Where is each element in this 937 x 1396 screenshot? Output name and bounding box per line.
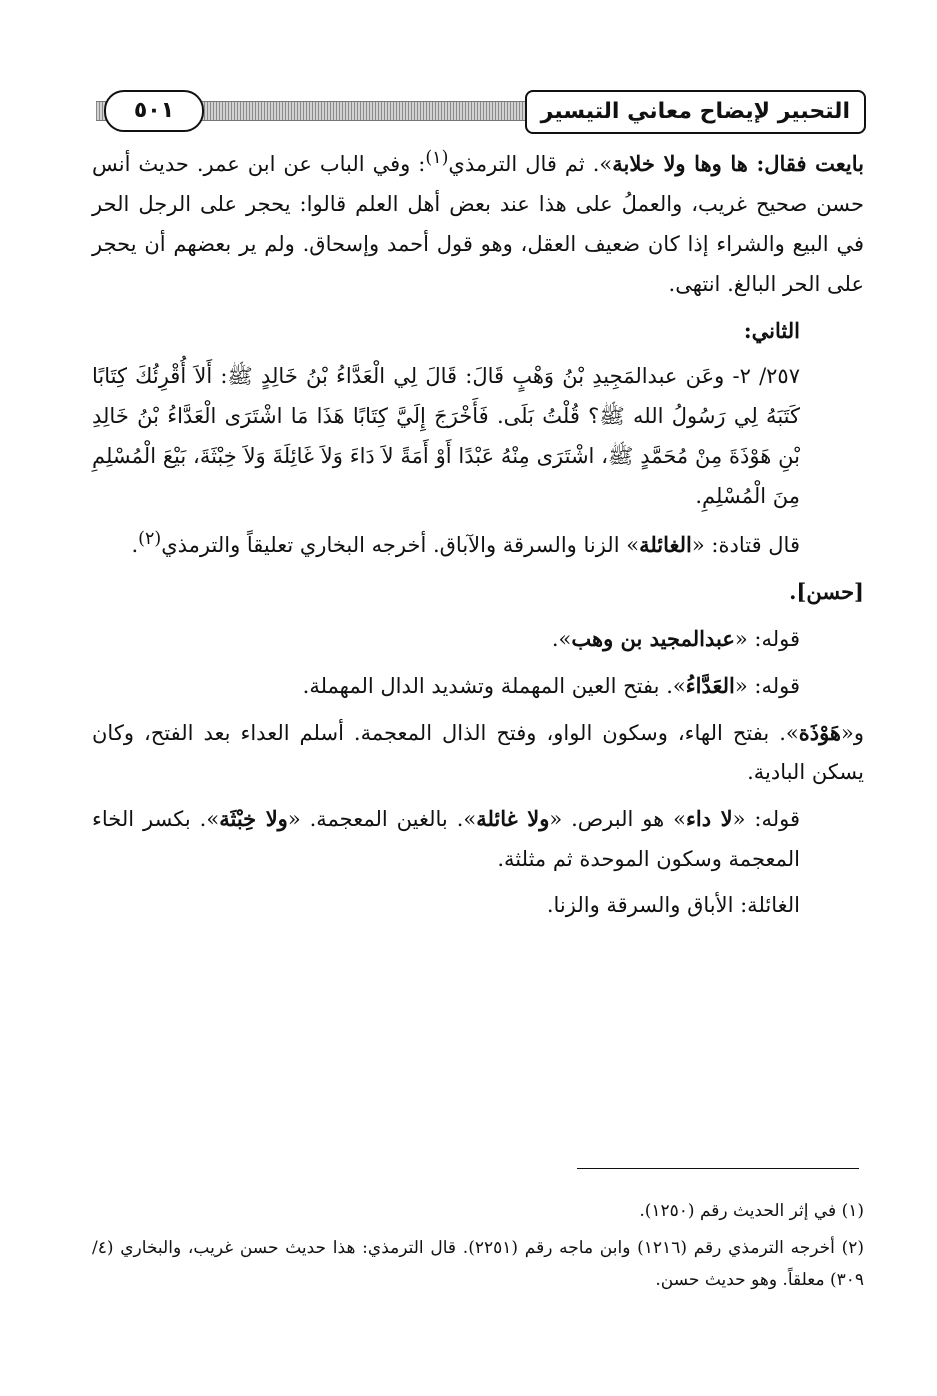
text-span: ». بكسر الخاء المعجمة وسكون الموحدة ثم مثلثة. <box>92 807 800 872</box>
paragraph <box>92 619 864 660</box>
text-span: ». <box>551 626 572 651</box>
footnote-divider <box>577 1168 859 1169</box>
paragraph <box>92 666 864 707</box>
hadith-grade <box>92 572 864 613</box>
text-span: قوله: « <box>732 807 800 832</box>
hadith-body: ٢٥٧/ ٢- وعَن عبدالمَجِيدِ بْنُ وَهْبٍ قَالَ: قَالَ لِي الْعَدَّاءُ بْنُ خَالِدٍ ﷺ: أَلاَ أُقْرِئُكَ كِتَابًا كَتَبَهُ لِي رَسُولُ الله ﷺ؟ قُلْتُ بَلَى. فَأَخْرَجَ إِلَيَّ كِتَابًا هَذَا مَا اشْتَرَى الْعَدَّاءُ بْنُ خَالِدِ بْنِ هَوْذَةَ مِنْ مُحَمَّدٍ ﷺ، اشْتَرَى مِنْهُ عَبْدًا أَوْ أَمَةً لاَ دَاءَ وَلاَ غَائِلَةَ وَلاَ خِبْثَةَ، بَيْعَ الْمُسْلِمِ مِنَ الْمُسْلِمِ. <box>92 364 800 509</box>
footnote-ref: (١) <box>425 148 449 168</box>
text-span: قال قتادة: « <box>691 533 800 558</box>
bold-phrase: لا داء <box>685 806 733 832</box>
text-span: » هو البرص. « <box>549 807 686 832</box>
text-span: قوله: « <box>734 673 800 698</box>
footnote-ref: (٢) <box>138 529 162 550</box>
footnote-2: (٢) أخرجه الترمذي رقم (١٢١٦) وابن ماجه رقم (٢٢٥١). قال الترمذي: هذا حديث حسن غريب، والبخاري (٤/ ٣٠٩) معلقاً. وهو حديث حسن. <box>92 1238 864 1290</box>
text-span: ». بفتح الهاء، وسكون الواو، وفتح الذال المعجمة. أسلم العداء بعد الفتح، وكان يسكن البادية. <box>92 720 864 785</box>
text-span: » الزنا والسرقة والآباق. أخرجه البخاري تعليقاً والترمذي <box>161 533 640 558</box>
grade-text: [حسن]. <box>789 578 864 604</box>
section-label <box>92 311 864 352</box>
bold-phrase: ولا غائلة <box>476 806 550 832</box>
paragraph <box>92 142 864 305</box>
text-span: ». ثم قال الترمذي <box>448 152 613 176</box>
bold-phrase: هَوْذَة <box>798 719 841 745</box>
bold-phrase: عبدالمجيد بن وهب <box>571 625 735 651</box>
text-span: ». بفتح العين المهملة وتشديد الدال المهملة. <box>302 673 686 698</box>
bold-phrase: بايعت فقال: ها وها ولا خلابة <box>612 151 864 176</box>
bold-phrase: ولا خِبْثَة <box>219 806 288 832</box>
paragraph <box>92 799 864 880</box>
text-span: الغائلة: الأباق والسرقة والزنا. <box>546 893 800 918</box>
page-header <box>96 90 866 136</box>
paragraph <box>92 713 864 794</box>
text-span: قوله: « <box>734 626 800 651</box>
bold-phrase: الغائلة <box>639 532 692 558</box>
footnotes <box>92 1196 864 1302</box>
paragraph <box>92 886 864 926</box>
paragraph <box>92 523 864 566</box>
text-span: و« <box>841 720 864 745</box>
running-title: التحبير لإيضاح معاني التيسير <box>525 90 866 134</box>
text-span: . <box>131 533 139 558</box>
footnote-1: (١) في إثر الحديث رقم (١٢٥٠). <box>639 1201 864 1221</box>
text-span: : وفي الباب عن ابن عمر. حديث أنس حسن صحيح غريب، والعملُ على هذا عند بعض أهل العلم قالوا: يحجر على الرجل الحر في البيع والشراء إذا كان ضعيف العقل، وهو قول أحمد وإسحاق. ولم ير بعضهم أن يحجر على الحر البالغ. انتهى. <box>92 152 864 296</box>
main-text <box>92 142 864 932</box>
bold-phrase: العَدَّاءُ <box>685 672 735 698</box>
section-label-text: الثاني: <box>743 317 800 343</box>
text-span: ». بالغين المعجمة. « <box>287 807 477 832</box>
hadith-text <box>92 357 864 517</box>
page-number: ٥٠١ <box>104 90 204 132</box>
